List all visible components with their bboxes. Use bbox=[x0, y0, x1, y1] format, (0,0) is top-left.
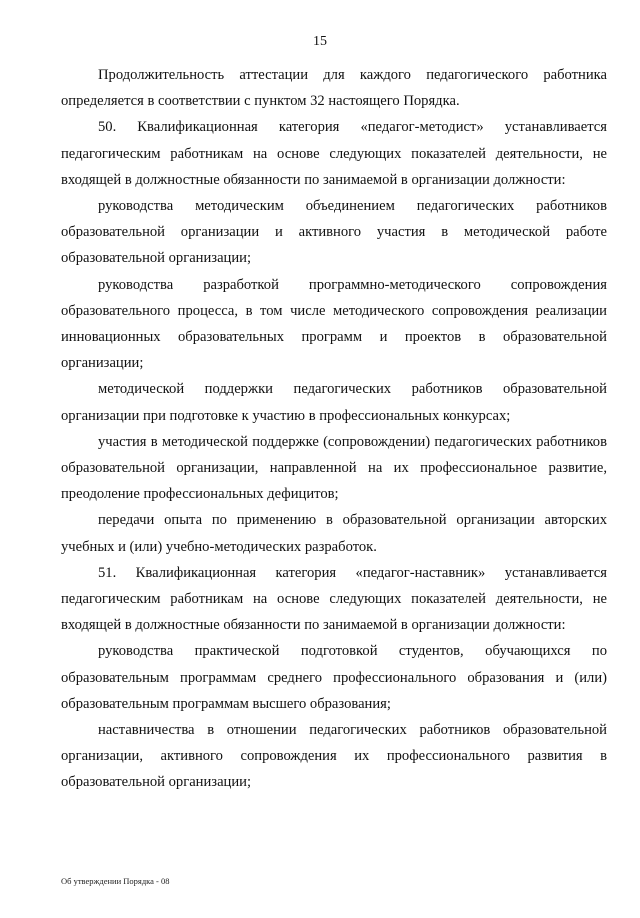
paragraph-mentor-item-2: наставничества в отношении педагогических работников образовательной организации, активного сопровождения их профессионального развития в образовательной организации; bbox=[61, 722, 607, 791]
page-number: 15 bbox=[313, 34, 327, 49]
paragraph-methodist-item-1: руководства методическим объединением педагогических работников образовательной организации и активного участия в методической работе образовательной организации; bbox=[61, 198, 607, 267]
paragraph-methodist-item-2: руководства разработкой программно-методического сопровождения образовательного процесса, в том числе методического сопровождения реализации инновационных образовательных программ и проектов в образовательной организации; bbox=[61, 276, 607, 372]
document-body bbox=[61, 62, 607, 796]
paragraph-attestation-duration: Продолжительность аттестации для каждого педагогического работника определяется в соответствии с пунктом 32 настоящего Порядка. bbox=[61, 67, 607, 110]
paragraph-methodist-item-3: методической поддержки педагогических работников образовательной организации при подготовке к участию в профессиональных конкурсах; bbox=[61, 381, 607, 424]
paragraph-50-methodist-category: 50. Квалификационная категория «педагог-методист» устанавливается педагогическим работникам на основе следующих показателей деятельности, не входящей в должностные обязанности по занимаемой в организации должности: bbox=[61, 119, 607, 188]
paragraph-51-mentor-category: 51. Квалификационная категория «педагог-наставник» устанавливается педагогическим работникам на основе следующих показателей деятельности, не входящей в должностные обязанности по занимаемой в организации должности: bbox=[61, 564, 607, 634]
paragraph-methodist-item-5: передачи опыта по применению в образовательной организации авторских учебных и (или) учебно-методических разработок. bbox=[61, 512, 607, 555]
document-footer: Об утверждении Порядка - 08 bbox=[61, 876, 170, 886]
paragraph-methodist-item-4: участия в методической поддержке (сопровождении) педагогических работников образовательной организации, направленной на их профессиональное развитие, преодоление профессиональных дефицитов; bbox=[61, 433, 607, 503]
paragraph-mentor-item-1: руководства практической подготовкой студентов, обучающихся по образовательным программам среднего профессионального образования и (или) образовательным программам высшего образования; bbox=[61, 643, 607, 712]
